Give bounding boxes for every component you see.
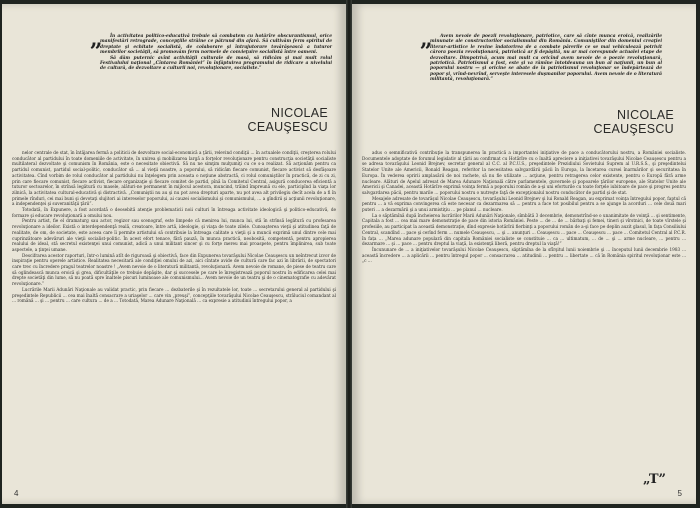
left-page xyxy=(2,4,346,504)
left-signature: NICOLAE CEAUŞESCU xyxy=(247,106,328,134)
left-body-paragraph-5: Lucrările Marii Adunări Naţionale au validat practic, prin fiecare ... dezbaterile şi în rezultatele lor, toate ... secretarului general al partidului şi preşedintele Republicii ... cea mai înaltă consacrare a uriaşelor ... care vin „preuşi”, concepţiile tovarăşului Nicolae Ceauşescu, străluciul comandant al ... română ... şi ... pentru ... care cultura ... de a ... Totodată, Marea Adunare Naţională ... ca expresie a atitudinii întregului popor, a xyxy=(12,286,336,304)
section-end-mark: „T” xyxy=(643,472,666,487)
right-body-paragraph-4: Încununare de ... a iniţiativelor tovarăşului Nicolae Ceauşescu, săptămîna de la sfîrşitul lunii noiembrie şi ... începutul lunii decembrie 1983 ... această încredere ... a aplicării ... pentru întregul popor ... consacrarea ... atitudinii ... pentru ... libertate ... că în România spiritul revoluţionar este ... „c ... xyxy=(362,246,686,264)
right-page xyxy=(352,4,696,504)
right-signature: NICOLAE CEAUŞESCU xyxy=(593,108,674,136)
left-body-paragraph-1: nelor centrale de stat, în întăjarea fermă a politicii de dezvoltare social-economică a ţării, relevind condiţii ... în actualele condiţii, creşterea rolului conducător al partidului în toate domeniile de activitate, în unirea şi mobilizarea largă a forţelor revoluţionare pentru construcţia societăţii socialiste multilateral dezvoltate şi comunism în România, este o necesitate obiectivă. Să nu ne simţim mulţumiţi cu ce s-a realizat. Să acţionăm pentru ca partidul comunist, partidul social-politic, conducător să ... al vieţii noastre, a poporului, să ridicăm fiecare comunist, fiecare activist să desfăşoare activitatea. Cînd vorbim de rolul conducător al partidului nu înţelegem prin aceasta o noţiune abstractă, ci rolul comuniştilor în practică, de zi cu zi, prin care fiecare comunist, fiecare activist, fiecare organizaţie şi fiecare comitet de partid, pînă la Comitetul Central, asigură conducerea eficientă a tuturor sectoarelor, în strînsă legătură cu masele, alături-ne permanent în mijlocul acestora, muncind, trăind împreună cu ele, participînd la viaţa lor zilnică, la activitatea cultural-educativă şi distractivă. „Comuniştii nu au şi nu pot avea drepturi aparte, nu pot avea alt privilegiu decît acela de a fi în primele rînduri, cei mai buni şi devotaţi slujitori ai intereselor poporului, ai cauzei socialismului şi comunismului, ... a gîndirii şi acţiunii revoluţionare, a independenţei şi suveranităţii ţării”. xyxy=(12,150,336,207)
right-body-paragraph-1: adus o semnificativă contribuţie la transpunerea în practică a importantei iniţiative de pace a conducătorului nostru, a României socialiste. Documentele adoptate de forumul legislativ al ţării au confirmat cu Hotărîre cu o înaltă apreciere a iniţiativei tovarăşului Nicolae Ceauşescu pentru a se adresa tovarăşului Leonid Brejnev, secretar general al C.C. al P.C.U.S., preşedintele Prezidiului Sovietului Suprem al U.R.S.S., şi preşedintelui Statelor Unite ale Americii, Ronald Reagan, referitor la necesitatea salvgardării păcii în Europa, la încetarea cursei înarmărilor şi securitatea în Europa. În vederea opririi amplasării de noi rachete, să nu fie utilizate ... acţiune, pentru retragerea celor existente, pentru o Europă fără arme nucleare. Alături de Apelul adresat de Marea Adunare Naţională către parlamentele, guvernele şi popoarele ţărilor europene, ale Statelor Unite ale Americii şi Canadei, această Hotărîre exprimă voinţa fermă a poporului român de a-şi uni eforturile cu toate forţele iubitoare de pace şi progres pentru salvgardarea păcii, pentru marile ... poporului nostru o nutreşte faţă de excepţionalul nostru conducător de partid şi de stat. xyxy=(362,150,686,195)
left-body-paragraph-2: Totodată, în Expunere, a fost acordată o deosebită atenţie problematicii noii culturi în întreaga activitate ideologică şi politico-educativă, de formare şi educare revoluţionară a omului nou. xyxy=(12,207,336,218)
right-quote-mark: „ xyxy=(420,26,433,52)
right-body-text xyxy=(362,150,686,464)
right-quote-box xyxy=(420,26,662,83)
right-page-number: 5 xyxy=(677,489,682,498)
left-body-paragraph-3: Pentru artist, fie el dramaturg sau actor, regizor sau scenograf, este limpede că menirea lui, munca lui, stă în strînsă legătură cu profesarea revoluţionare a ideilor. Există o interdependenţă reală, creatoare, între artă, ideologie, şi viaţa de toate zilele. Cunoaşterea vieţii şi atitudinea faţă de realitate, de om, de societate, este aceea care îi permite artistului să contribuie la întreaga calitate a vieţii şi a muncii exprimă unul dintre cele mai cuprinzătoare adevăruri ale vieţii socialist-politic. În acest efort tenace, fără pauză, în munca practică, neobosită, competentă, pentru apropierea realului de ideal, stă secretul existenţei unui comunist, adică a unui militant sincer şi cu forţe mereu mai proaspete, pentru împlinirea, sub toate aspectele, a ţinţei umane. xyxy=(12,218,336,252)
left-quote-mark: „ xyxy=(90,26,103,52)
left-body-text xyxy=(12,150,336,494)
left-quote-box xyxy=(90,26,332,72)
left-page-number: 4 xyxy=(14,489,19,498)
left-quote-paragraph-2: Să dăm puternic avînt activităţii culturale de masă, să ridicăm şi mai mult rolul Festivalului naţional „Cîntarea României” în înfăptuirea programului de ridicare a nivelului de cultură, de dezvoltare a culturii noi, revoluţionare, socialiste.” xyxy=(100,55,332,72)
left-quote-paragraph-1: În activitatea politico-educativă trebuie să combatem cu hotărîre obscurantismul, orice manifestări retrograde, concepţiile străine ce pătrund din afară. Să cultivăm ferm spiritul de dreptate şi echitate socialistă, de colaborare şi întrajutorare tovărăşească a tuturor membrilor societăţii, să promovăm ferm normele de convieţuire socialistă între oameni. xyxy=(100,34,332,56)
right-quote-paragraph-1: Avem nevoie de poezii revoluţionare, patriotice, care să cînte munca eroică, realizările minunate ale constructorilor socialismului din România. Comuniştilor din domeniul creaţiei literar-artistice le revine îndatorirea de a combate părerile ce se mai vehiculează potrivit cărora poezia revoluţionară, patriotică ar fi depăşită, nu ar mai corespunde actualei etape de dezvoltare. Dimpotrivă, acum mai mult ca oricînd avem nevoie de o poezie revoluţionară, patriotică. Patriotismul a fost, este şi va rămîne întotdeauna un bun al naţiunii, un bun al poporului nostru — şi oricine se abate de la patriotismul revoluţionar se îndepărtează de popor şi, vrînd-nevrînd, serveşte interesele duşmanilor poporului. Avem nevoie de o literatură militantă, revoluţionară.” xyxy=(430,34,662,83)
right-body-paragraph-3: La o săptămînă după încheierea lucrărilor Marii Adunări Naţionale, sîmbătă 3 decembrie, demonstrînd-se o unanimitate de voinţă ... şi sentimente, Capitala a fost ... cea mai mare demonstraţie de pace din istoria României. Peste ... de ... de ... bărbaţi şi femei, tineri şi vîrstnici, de toate vîrstele şi profesiile, au participat la această demonstraţie, dînd expresie hotărîrii fierbinţi a poporului român de a-şi face pe deplin auzit glasul, în faţa Consiliului Central, scandînd ... pace şi cerînd ferm ... numele Ceauşescu, ... şi ... anunţuri ... Ceauşescu ... pace ... Ceauşescu ... pace ... Comitetul Central al P.C.R. în fața ... „Marea adunare populară din capitala României socialiste se constituie ... ca ... ultimatum, ... de ... şi ... arme nucleare, ... pentru ... dezarmare ... şi ... pace ... pentru dreptul la viaţă, la existenţă liberă, pentru dreptul la viaţă!” xyxy=(362,212,686,247)
left-body-paragraph-4: Descifrarea acestor raporturi, într-o lumină atît de riguroasă şi obiectivă, face din Expunerea tovarăşului Nicolae Ceauşescu un neîntrecut izvor de inspiraţie pentru operele artistice. Realitatea necesitară ale condiţiei omului de azi, aici cîntate avide de cultură care fac azi în librării, de spectatori care trec cu încredere pragul teatrelor noastre ! „Avem nevoie de o literatură militantă, revoluţionară. Avem nevoie de romane, de piese de teatru care să oglindească munca eroică şi grea, dificultăţile ce trebuie depăşite, dar şi succesele pe care le înregistrează poporul nostru în edificarea celei mai drepte societăţi din lume, să nu poată spre înaltele piscuri luminoase ale comunismului... Avem nevoie de un teatru şi de o cinematografie cu adevărat revoluţionare.” xyxy=(12,252,336,287)
right-body-paragraph-2: Mesajele adresate de tovarăşul Nicolae Ceauşescu, tovarăşului Leonid Brejnev şi lui Ronald Reagan, au exprimat voinţa întregului popor, faptul că pentru ... a vă exprima convingerea că este necesar ca dezarmarea să ... pentru a face tot posibilul pentru a se ajunge la acorduri ... cele două mari puteri ... a dezarmării şi a unui armistiţiu ... pe planul ... nucleare. xyxy=(362,195,686,213)
